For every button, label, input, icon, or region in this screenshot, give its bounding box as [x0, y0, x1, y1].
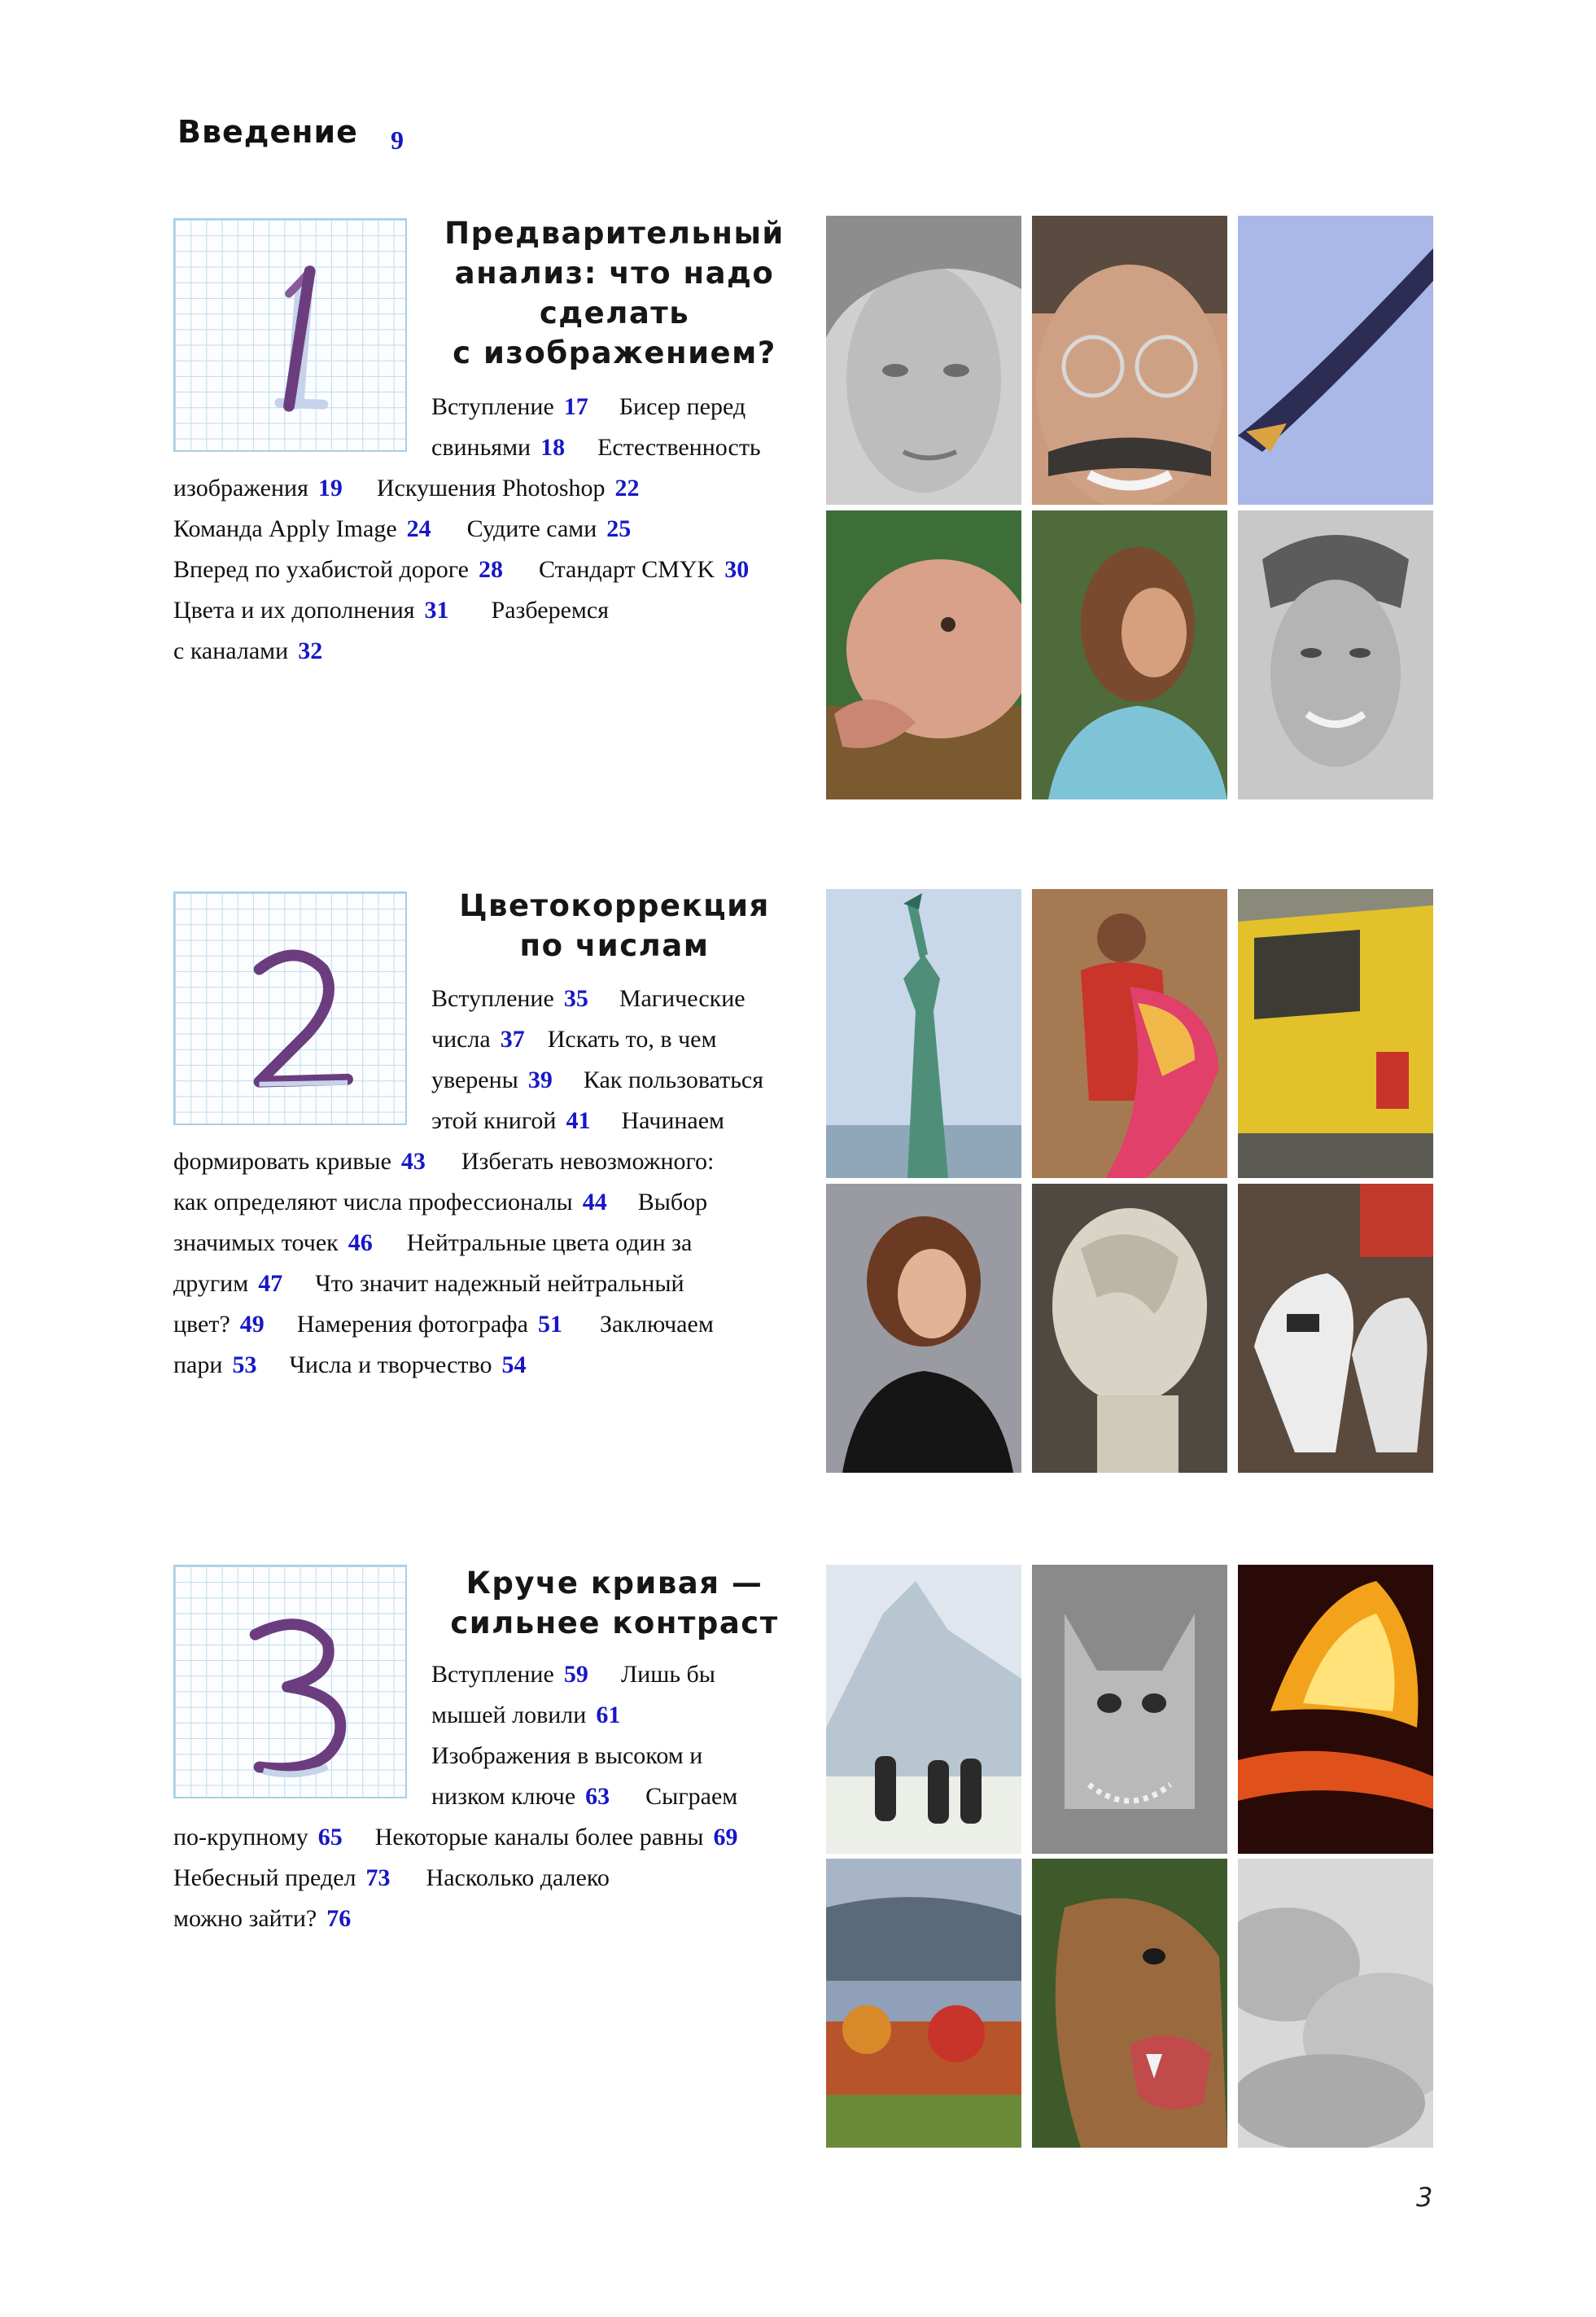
photo-man-glasses: [1032, 216, 1227, 505]
toc-entry[interactable]: Естественность: [597, 434, 761, 461]
photo-statue-of-liberty: [826, 889, 1021, 1178]
toc-line: [431, 1659, 715, 1690]
toc-entry[interactable]: Команда Apply Image 24: [173, 515, 431, 542]
toc-line: [431, 1781, 737, 1812]
photo-cougar: [1032, 1859, 1227, 2148]
chapter-title-line: по числам: [519, 928, 710, 963]
toc-entry[interactable]: числа 37: [431, 1026, 525, 1053]
toc-line: [431, 432, 761, 463]
chapter-title-line: сделать: [539, 296, 690, 331]
toc-entry[interactable]: Заключаем: [599, 1311, 714, 1338]
photo-cat-gray: [1032, 1565, 1227, 1854]
toc-line: [173, 1187, 707, 1218]
toc-entry[interactable]: как определяют числа профессионалы 44: [173, 1189, 607, 1215]
photo-snowy-mountain-people: [826, 1565, 1021, 1854]
chapter-title-line: с изображением?: [453, 335, 776, 370]
toc-line: [431, 1065, 763, 1096]
chapter-title: [423, 886, 806, 966]
intro-page-number: 9: [391, 125, 404, 155]
toc-entry[interactable]: Начинаем: [621, 1107, 725, 1134]
toc-line: [173, 1863, 610, 1894]
chapter-number-glyph: [175, 893, 405, 1123]
toc-entry[interactable]: Намерения фотографа 51: [296, 1311, 562, 1338]
chapter-number-glyph: [175, 1566, 405, 1797]
photo-woman-face: [826, 216, 1021, 505]
toc-entry[interactable]: цвет? 49: [173, 1311, 265, 1338]
chapter-title-line: Цветокоррекция: [459, 888, 770, 923]
intro-title: Введение: [177, 114, 358, 150]
photo-white-horses: [1238, 1184, 1433, 1473]
toc-entry[interactable]: Лишь бы: [620, 1661, 715, 1688]
toc-entry[interactable]: другим 47: [173, 1270, 283, 1297]
photo-bird-sky: [1238, 216, 1433, 505]
toc-line: [431, 1741, 702, 1772]
toc-line: [173, 1903, 351, 1934]
toc-line: [173, 1268, 684, 1299]
toc-entry[interactable]: Магические: [619, 985, 746, 1012]
toc-entry[interactable]: Как пользоваться: [583, 1067, 764, 1093]
toc-entry[interactable]: мышей ловили 61: [431, 1702, 621, 1728]
toc-entry[interactable]: Небесный предел 73: [173, 1864, 391, 1891]
toc-entry[interactable]: уверены 39: [431, 1067, 553, 1093]
toc-entry[interactable]: Цвета и их дополнения 31: [173, 597, 449, 624]
toc-entry[interactable]: Вперед по ухабистой дороге 28: [173, 556, 503, 583]
toc-line: [173, 636, 322, 667]
toc-entry[interactable]: Разберемся: [491, 597, 609, 624]
toc-line: [173, 595, 609, 626]
toc-entry[interactable]: Числа и творчество 54: [289, 1351, 527, 1378]
toc-entry[interactable]: Изображения в высоком и: [431, 1742, 703, 1769]
toc-entry[interactable]: значимых точек 46: [173, 1229, 373, 1256]
toc-line: [431, 1700, 620, 1731]
toc-line: [431, 1024, 716, 1055]
page-number: 3: [1416, 2182, 1433, 2213]
toc-entry[interactable]: Судите сами 25: [466, 515, 632, 542]
toc-entry[interactable]: Нейтральные цвета один за: [406, 1229, 693, 1256]
chapter-title-line: Круче кривая —: [466, 1566, 763, 1601]
chapter-number-grid: [173, 218, 407, 452]
toc-entry[interactable]: Некоторые каналы более равны 69: [374, 1824, 738, 1851]
photo-autumn-lake: [826, 1859, 1021, 2148]
toc-entry[interactable]: по-крупному 65: [173, 1824, 343, 1851]
chapter-title-line: анализ: что надо: [454, 256, 775, 291]
toc-line: [173, 1822, 737, 1853]
toc-entry[interactable]: формировать кривые 43: [173, 1148, 426, 1175]
toc-entry[interactable]: Вступление 17: [431, 393, 588, 420]
toc-entry[interactable]: Сыграем: [645, 1783, 738, 1810]
toc-entry[interactable]: Искушения Photoshop 22: [376, 475, 640, 502]
chapter-title-line: сильнее контраст: [450, 1605, 779, 1640]
toc-entry[interactable]: низком ключе 63: [431, 1783, 610, 1810]
toc-entry[interactable]: Избегать невозможного:: [461, 1148, 715, 1175]
toc-entry[interactable]: Вступление 59: [431, 1661, 588, 1688]
photo-yellow-car: [1238, 889, 1433, 1178]
photo-woman-portrait: [826, 1184, 1021, 1473]
toc-line: [431, 983, 746, 1014]
toc-line: [173, 1350, 527, 1381]
toc-line: [431, 392, 746, 423]
toc-entry[interactable]: можно зайти? 76: [173, 1905, 352, 1932]
toc-entry[interactable]: Искать то, в чем: [547, 1026, 717, 1053]
photo-young-man-face: [1238, 510, 1433, 799]
toc-entry[interactable]: свиньями 18: [431, 434, 566, 461]
toc-entry[interactable]: пари 53: [173, 1351, 257, 1378]
toc-entry[interactable]: с каналами 32: [173, 637, 323, 664]
toc-entry[interactable]: Стандарт CMYK 30: [538, 556, 750, 583]
photo-bullfighter: [1032, 889, 1227, 1178]
toc-entry[interactable]: Бисер перед: [619, 393, 746, 420]
chapter-title: [423, 213, 806, 373]
toc-line: [173, 1146, 714, 1177]
chapter-number-grid: [173, 1565, 407, 1798]
toc-line: [173, 554, 749, 585]
toc-line: [173, 1228, 692, 1259]
toc-entry[interactable]: изображения 19: [173, 475, 343, 502]
photo-pig: [826, 510, 1021, 799]
toc-line: [173, 473, 640, 504]
toc-entry[interactable]: Вступление 35: [431, 985, 588, 1012]
photo-marble-statue: [1032, 1184, 1227, 1473]
toc-entry[interactable]: Насколько далеко: [426, 1864, 610, 1891]
toc-entry[interactable]: Что значит надежный нейтральный: [315, 1270, 684, 1297]
toc-entry[interactable]: Выбор: [637, 1189, 708, 1215]
chapter-title-line: Предварительный: [444, 216, 785, 251]
photo-girl-curly-hair: [1032, 510, 1227, 799]
chapter-number-grid: [173, 891, 407, 1125]
toc-line: [173, 1309, 714, 1340]
chapter-number-glyph: [175, 220, 405, 450]
chapter-title: [423, 1563, 806, 1643]
photo-fog-gray: [1238, 1859, 1433, 2148]
toc-entry[interactable]: этой книгой 41: [431, 1107, 591, 1134]
toc-line: [431, 1106, 724, 1137]
toc-line: [173, 514, 631, 545]
photo-volcano-lava: [1238, 1565, 1433, 1854]
